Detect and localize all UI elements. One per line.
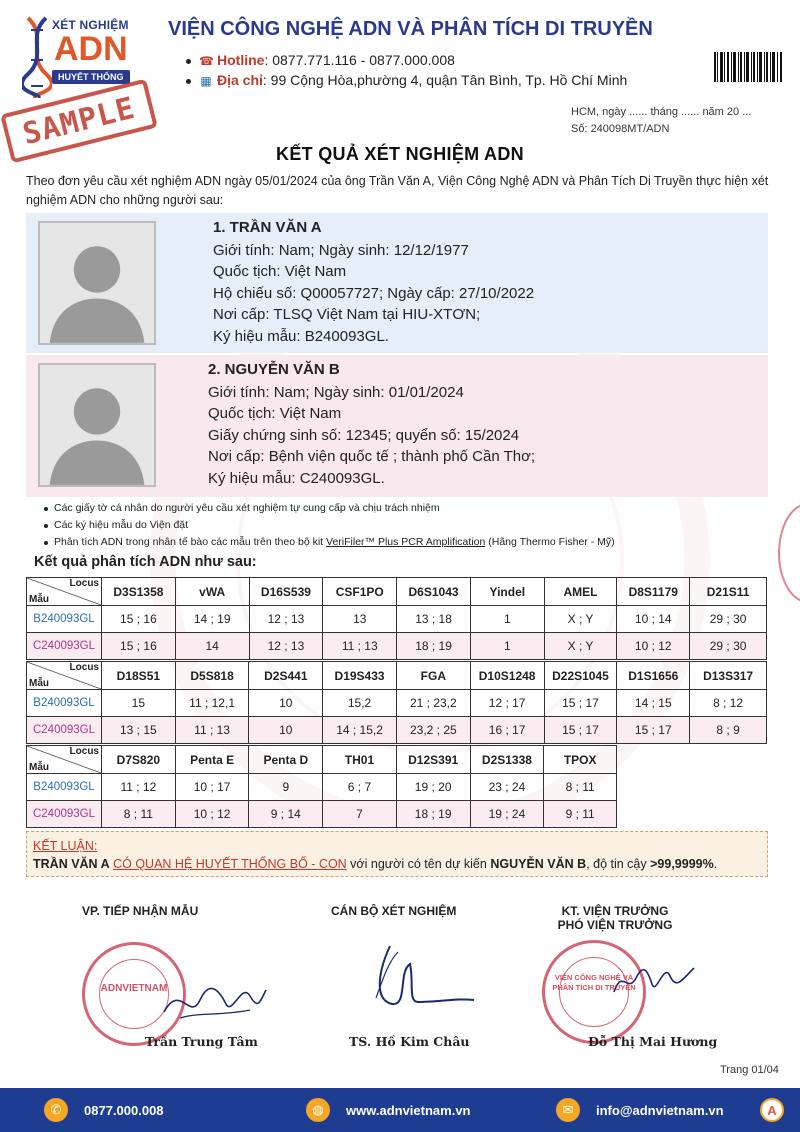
table-corner [27,746,102,774]
person-detail: Hộ chiếu số: Q00057727; Ngày cấp: 27/10/2022 [213,284,535,302]
locus-header: CSF1PO [323,578,397,606]
allele-cell: 10 ; 17 [175,774,249,801]
footer-website-text: www.adnvietnam.vn [346,1102,471,1118]
allele-cell: 11 ; 12,1 [175,690,249,717]
person-detail: Nơi cấp: TLSQ Việt Nam tại HIU-XTƠN; [213,306,481,323]
allele-cell: 9 ; 14 [249,801,323,828]
allele-cell: 11 ; 12 [102,774,176,801]
allele-cell: 18 ; 19 [397,633,471,660]
locus-header: Yindel [470,578,544,606]
director-title-2: PHÓ VIỆN TRƯỞNG [557,918,673,932]
footer-bar [0,1088,800,1132]
locus-header: TPOX [544,746,617,774]
allele-cell: 19 ; 24 [470,801,544,828]
signature-title-director [550,904,680,932]
person-info [208,359,535,489]
allele-cell: 21 ; 23,2 [396,690,470,717]
allele-cell: 23 ; 24 [470,774,544,801]
conclusion-name-b: NGUYỄN VĂN B [490,857,587,871]
allele-cell: 14 ; 15,2 [323,717,397,744]
results-table-1 [26,577,767,660]
tester-signer-name: TS. Hồ Kim Châu [349,1034,470,1049]
allele-cell: 15 ; 17 [544,717,617,744]
conclusion-mid: với người có tên dự kiến [346,857,491,871]
allele-cell: 10 [249,690,323,717]
allele-cell: 10 ; 14 [617,606,690,633]
building-icon: ▦ [200,74,212,88]
person-info [213,217,534,347]
corner-sample: Mẫu [29,678,49,689]
footer-phone-text: 0877.000.008 [84,1102,164,1118]
allele-cell: 1 [470,606,544,633]
allele-cell: 11 ; 13 [175,717,249,744]
locus-header: vWA [175,578,249,606]
logo-line-2: ADN [54,30,128,68]
person-name: 1. TRẦN VĂN A [213,219,322,236]
table-corner [27,662,102,690]
sample-id: C240093GL [27,801,102,828]
note-item: Các ký hiệu mẫu do Viện đặt [44,517,615,534]
table-header-row [27,662,767,690]
allele-cell: 14 ; 19 [175,606,249,633]
footer-email-text: info@adnvietnam.vn [596,1102,724,1118]
locus-header: Penta E [175,746,249,774]
address-label: Địa chỉ [217,72,263,88]
sample-stamp: SAMPLE [0,79,158,164]
page-title: KẾT QUẢ XÉT NGHIỆM ADN [276,144,524,164]
footer-phone[interactable] [44,1088,164,1132]
locus-header: FGA [396,662,470,690]
allele-cell: 13 ; 15 [102,717,176,744]
institute-title: VIỆN CÔNG NGHỆ ADN VÀ PHÂN TÍCH DI TRUYỀN [168,18,653,40]
footer-website[interactable] [306,1088,471,1132]
allele-cell: 15 ; 16 [102,633,176,660]
locus-header: D10S1248 [470,662,544,690]
conclusion-tail: , độ tin cậy [586,857,651,871]
locus-header: D13S317 [690,662,767,690]
results-table-2 [26,661,767,744]
locus-header: Penta D [249,746,323,774]
conclusion-text [33,855,761,873]
allele-cell: 16 ; 17 [470,717,544,744]
address-value: : 99 Cộng Hòa,phường 4, quận Tân Bình, Tp. Hồ Chí Minh [262,72,628,88]
user-silhouette-icon [40,365,154,485]
note-kit-pre: Phân tích ADN trong nhân tế bào các mẫu trên theo bộ kit [54,536,327,548]
locus-header: TH01 [323,746,397,774]
allele-cell: 23,2 ; 25 [396,717,470,744]
notes-list [44,500,615,551]
locus-header: D18S51 [102,662,176,690]
person-detail: Quốc tịch: Việt Nam [208,405,342,422]
allele-cell: 13 ; 18 [397,606,471,633]
table-row [27,717,767,744]
note-item: Các giấy tờ cá nhân do người yêu cầu xét nghiệm tự cung cấp và chịu trách nhiệm [44,500,615,517]
locus-header: D22S1045 [544,662,617,690]
table-row [27,633,767,660]
locus-header: D16S539 [249,578,323,606]
table-row [27,690,767,717]
allele-cell: 9 ; 11 [544,801,617,828]
person-detail: Ký hiệu mẫu: B240093GL. [213,327,389,345]
allele-cell: 6 ; 7 [323,774,397,801]
barcode [714,52,784,90]
locus-header: D21S11 [690,578,767,606]
person-name: 2. NGUYỄN VĂN B [208,361,340,378]
reception-signer-name: Trần Trung Tâm [145,1034,258,1049]
allele-cell: 14 [175,633,249,660]
footer-email[interactable] [556,1088,724,1132]
reception-signature [160,972,270,1032]
allele-cell: 15,2 [323,690,397,717]
conclusion-name-a: TRẦN VĂN A [33,857,110,871]
logo-line-1: XÉT NGHIỆM [52,18,129,32]
table-header-row [27,578,767,606]
allele-cell: 8 ; 12 [690,690,767,717]
results-title: Kết quả phân tích ADN như sau: [34,554,257,570]
brand-badge-icon: A [760,1098,784,1122]
person-photo-placeholder [38,221,156,345]
locus-header: D12S391 [396,746,470,774]
allele-cell: 7 [323,801,397,828]
allele-cell: 19 ; 20 [396,774,470,801]
allele-cell: 12 ; 13 [249,633,323,660]
locus-header: D2S1338 [470,746,544,774]
seal-text: VIỆN CÔNG NGHỆ VÀ PHÂN TÍCH DI TRUYỀN [552,973,636,992]
table-row [27,801,617,828]
allele-cell: 1 [470,633,544,660]
locus-header: AMEL [544,578,617,606]
table-corner [27,578,102,606]
allele-cell: 29 ; 30 [690,606,767,633]
signature-title-tester: CÁN BỘ XÉT NGHIỆM [331,904,457,918]
corner-locus: Locus [69,578,99,589]
sample-id: C240093GL [27,717,102,744]
allele-cell: 11 ; 13 [323,633,397,660]
globe-icon: ◍ [306,1098,330,1122]
locus-header: D5S818 [175,662,249,690]
corner-sample: Mẫu [29,594,49,605]
allele-cell: 8 ; 11 [102,801,176,828]
table-header-row [27,746,617,774]
phone-icon: ✆ [44,1098,68,1122]
allele-cell: X ; Y [544,606,617,633]
mail-icon: ✉ [556,1098,580,1122]
person-detail: Giới tính: Nam; Ngày sinh: 01/01/2024 [208,383,464,401]
page-number: Trang 01/04 [720,1064,779,1076]
locus-header: D1S1656 [617,662,690,690]
person-photo-placeholder [38,363,156,487]
allele-cell: 29 ; 30 [690,633,767,660]
note-item [44,534,615,551]
allele-cell: 8 ; 11 [544,774,617,801]
locus-header: D7S820 [102,746,176,774]
person-detail: Giới tính: Nam; Ngày sinh: 12/12/1977 [213,241,469,259]
allele-cell: 15 ; 17 [617,717,690,744]
person-panel-2 [26,355,768,497]
note-kit-name: VeriFiler™ Plus PCR Amplification [326,536,486,548]
conclusion-relation: CÓ QUAN HỆ HUYẾT THỐNG BỐ - CON [113,857,347,871]
hotline-label: Hotline [217,52,265,68]
person-panel-1 [26,213,768,353]
hotline-value: : 0877.771.116 - 0877.000.008 [264,52,455,68]
sample-id: B240093GL [27,774,102,801]
corner-sample: Mẫu [29,762,49,773]
sample-id: C240093GL [27,633,102,660]
signature-title-reception: VP. TIẾP NHẬN MẪU [82,904,199,918]
table-row [27,774,617,801]
allele-cell: 15 ; 16 [102,606,176,633]
document-number: Số: 240098MT/ADN [571,123,670,135]
locus-header: D8S1179 [617,578,690,606]
allele-cell: X ; Y [544,633,617,660]
allele-cell: 10 [249,717,323,744]
phone-icon: ☎ [199,54,214,68]
hotline-line [186,52,455,68]
director-signer-name: Đỗ Thị Mai Hương [588,1034,718,1049]
logo-line-3: HUYẾT THỐNG [52,70,130,84]
allele-cell: 12 ; 13 [249,606,323,633]
note-kit-post: (Hãng Thermo Fisher - Mỹ) [485,536,615,548]
person-detail: Giấy chứng sinh số: 12345; quyển số: 15/2024 [208,426,520,444]
tester-signature [368,942,478,1022]
conclusion-label: KẾT LUẬN: [33,839,98,853]
dna-helix-icon [22,16,52,98]
allele-cell: 14 ; 15 [617,690,690,717]
seal-text: ADNVIETNAM [100,983,168,994]
allele-cell: 15 ; 17 [544,690,617,717]
locus-header: D2S441 [249,662,323,690]
allele-cell: 15 [102,690,176,717]
allele-cell: 9 [249,774,323,801]
director-title-1: KT. VIỆN TRƯỞNG [561,904,669,918]
conclusion-confidence: >99,9999% [650,857,714,871]
allele-cell: 10 ; 12 [617,633,690,660]
allele-cell: 18 ; 19 [396,801,470,828]
conclusion-box [26,831,768,877]
person-detail: Ký hiệu mẫu: C240093GL. [208,469,385,487]
intro-paragraph: Theo đơn yêu cầu xét nghiệm ADN ngày 05/01/2024 của ông Trần Văn A, Viện Công Nghệ ADN và Phân Tích Di Truyền thực hiện xét nghiệm ADN cho những người sau: [26,174,769,207]
person-detail: Quốc tịch: Việt Nam [213,263,347,280]
corner-locus: Locus [69,746,99,757]
date-line: HCM, ngày ...... tháng ...... năm 20 ... [571,106,752,118]
conclusion-end: . [713,857,718,871]
allele-cell: 13 [323,606,397,633]
address-line [186,72,627,88]
sample-id: B240093GL [27,606,102,633]
table-row [27,606,767,633]
user-silhouette-icon [40,223,154,343]
director-signature [612,954,696,1004]
results-table-3 [26,745,617,828]
allele-cell: 8 ; 9 [690,717,767,744]
sample-id: B240093GL [27,690,102,717]
locus-header: D6S1043 [397,578,471,606]
allele-cell: 12 ; 17 [470,690,544,717]
locus-header: D19S433 [323,662,397,690]
person-detail: Nơi cấp: Bệnh viện quốc tế ; thành phố Cần Thơ; [208,448,536,465]
allele-cell: 10 ; 12 [175,801,249,828]
edge-seal-mark [778,503,800,603]
locus-header: D3S1358 [102,578,176,606]
corner-locus: Locus [69,662,99,673]
